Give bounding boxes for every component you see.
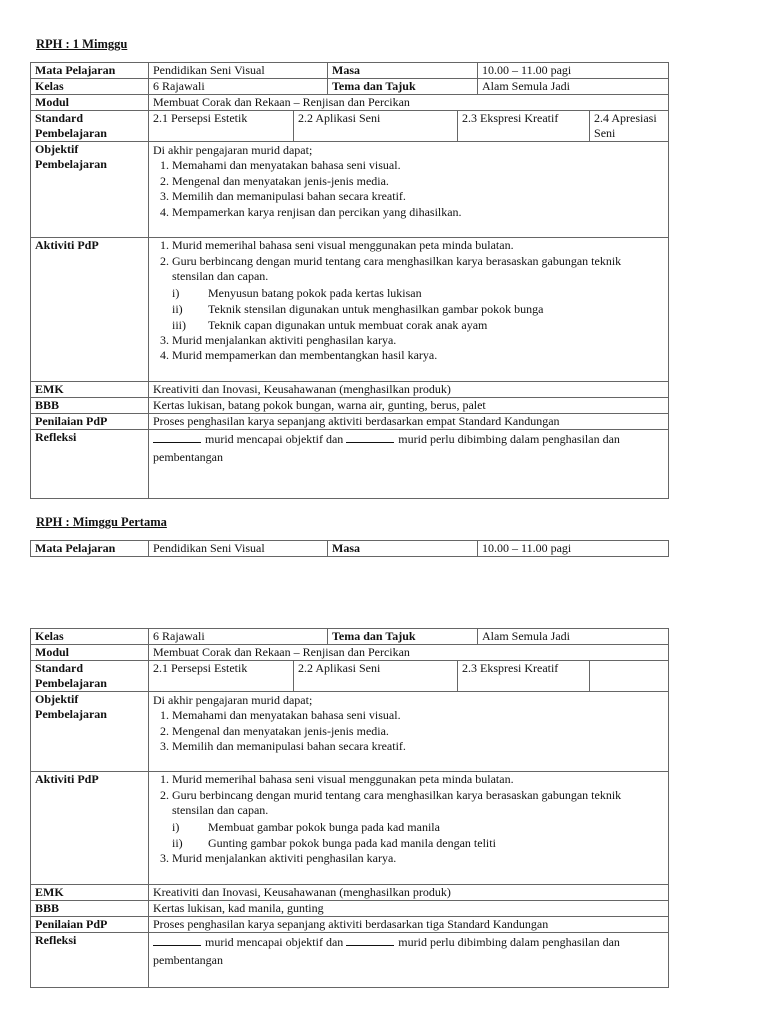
list-item: 2. Mengenal dan menyatakan jenis-jenis media. — [172, 724, 664, 740]
label-kelas: Kelas — [31, 79, 149, 95]
label-standard: Standard Pembelajaran — [31, 661, 149, 692]
sub-item-text: Gunting gambar pokok bunga pada kad manila dengan teliti — [208, 835, 496, 850]
blank-line — [153, 432, 201, 443]
standard-cell: 2.1 Persepsi Estetik — [149, 111, 294, 142]
value-tema: Alam Semula Jadi — [478, 629, 669, 645]
aktiviti-cell — [149, 772, 669, 885]
aktiviti-list — [153, 238, 664, 364]
value-bbb: Kertas lukisan, kad manila, gunting — [149, 901, 669, 917]
refleksi-text-b: murid perlu dibimbing dalam penghasilan dan pembentangan — [153, 432, 620, 464]
sub-item — [172, 819, 664, 835]
list-item — [172, 254, 664, 333]
sub-item-num: ii) — [172, 301, 183, 316]
objektif-list — [153, 158, 664, 220]
plan1-table — [30, 62, 669, 499]
value-tema: Alam Semula Jadi — [478, 79, 669, 95]
label-refleksi: Refleksi — [31, 430, 149, 499]
objektif-intro: Di akhir pengajaran murid dapat; — [153, 143, 313, 157]
value-emk: Kreativiti dan Inovasi, Keusahawanan (menghasilkan produk) — [149, 382, 669, 398]
standard-cell — [590, 661, 669, 692]
label-aktiviti: Aktiviti PdP — [31, 238, 149, 382]
label-modul: Modul — [31, 95, 149, 111]
sub-item-num: i) — [172, 819, 180, 834]
plan2-title: RPH : Mimggu Pertama — [36, 515, 167, 529]
label-tema: Tema dan Tajuk — [328, 79, 478, 95]
value-bbb: Kertas lukisan, batang pokok bungan, warna air, gunting, berus, palet — [149, 398, 669, 414]
list-item: 4. Murid mempamerkan dan membentangkan hasil karya. — [172, 348, 664, 364]
value-mata-pelajaran: Pendidikan Seni Visual — [149, 63, 328, 79]
label-penilaian: Penilaian PdP — [31, 414, 149, 430]
list-item: 4. Mempamerkan karya renjisan dan percikan yang dihasilkan. — [172, 205, 664, 221]
refleksi-text-a: murid mencapai objektif dan — [205, 935, 344, 949]
list-item: 1. Murid memerihal bahasa seni visual menggunakan peta minda bulatan. — [172, 772, 664, 788]
list-item — [172, 788, 664, 851]
plan2-header-table — [30, 540, 669, 557]
aktiviti-list — [153, 772, 664, 866]
plan1-title: RPH : 1 Mimggu — [36, 37, 128, 51]
label-emk: EMK — [31, 885, 149, 901]
list-item-text: Guru berbincang dengan murid tentang cara menghasilkan karya berasaskan gabungan teknik stensilan dan capan. — [172, 253, 622, 283]
standard-cell: 2.4 Apresiasi Seni — [590, 111, 669, 142]
sub-item-text: Teknik capan digunakan untuk membuat corak anak ayam — [208, 317, 488, 332]
sub-list — [172, 285, 664, 333]
list-item: 3. Murid menjalankan aktiviti penghasilan karya. — [172, 851, 664, 867]
objektif-cell — [149, 692, 669, 772]
list-item: 1. Murid memerihal bahasa seni visual menggunakan peta minda bulatan. — [172, 238, 664, 254]
objektif-intro: Di akhir pengajaran murid dapat; — [153, 693, 313, 707]
standard-cell: 2.3 Ekspresi Kreatif — [458, 661, 590, 692]
label-bbb: BBB — [31, 901, 149, 917]
list-item: 3. Memilih dan memanipulasi bahan secara kreatif. — [172, 189, 664, 205]
label-penilaian: Penilaian PdP — [31, 917, 149, 933]
sub-item — [172, 301, 664, 317]
sub-item-text: Teknik stensilan digunakan untuk menghasilkan gambar pokok bunga — [208, 301, 544, 316]
sub-item — [172, 317, 664, 333]
value-mata-pelajaran: Pendidikan Seni Visual — [149, 541, 328, 557]
sub-item-num: ii) — [172, 835, 183, 850]
refleksi-cell — [149, 933, 669, 988]
label-bbb: BBB — [31, 398, 149, 414]
standard-cell: 2.2 Aplikasi Seni — [294, 661, 458, 692]
sub-item-num: iii) — [172, 317, 186, 332]
refleksi-text-b: murid perlu dibimbing dalam penghasilan dan pembentangan — [153, 935, 620, 967]
value-kelas: 6 Rajawali — [149, 629, 328, 645]
label-modul: Modul — [31, 645, 149, 661]
label-mata-pelajaran: Mata Pelajaran — [31, 541, 149, 557]
refleksi-cell — [149, 430, 669, 499]
plan2-table — [30, 628, 669, 988]
value-penilaian: Proses penghasilan karya sepanjang aktiviti berdasarkan tiga Standard Kandungan — [149, 917, 669, 933]
standard-cell: 2.1 Persepsi Estetik — [149, 661, 294, 692]
sub-item-num: i) — [172, 285, 180, 300]
value-modul: Membuat Corak dan Rekaan – Renjisan dan Percikan — [149, 95, 669, 111]
standard-cell: 2.2 Aplikasi Seni — [294, 111, 458, 142]
label-emk: EMK — [31, 382, 149, 398]
label-kelas: Kelas — [31, 629, 149, 645]
value-modul: Membuat Corak dan Rekaan – Renjisan dan Percikan — [149, 645, 669, 661]
sub-item — [172, 835, 664, 851]
label-aktiviti: Aktiviti PdP — [31, 772, 149, 885]
blank-line — [153, 935, 201, 946]
sub-list — [172, 819, 664, 851]
value-masa: 10.00 – 11.00 pagi — [478, 541, 669, 557]
list-item: 3. Murid menjalankan aktiviti penghasilan karya. — [172, 333, 664, 349]
objektif-list — [153, 708, 664, 755]
label-standard: Standard Pembelajaran — [31, 111, 149, 142]
list-item: 1. Memahami dan menyatakan bahasa seni visual. — [172, 158, 664, 174]
aktiviti-cell — [149, 238, 669, 382]
value-masa: 10.00 – 11.00 pagi — [478, 63, 669, 79]
list-item-text: Guru berbincang dengan murid tentang cara menghasilkan karya berasaskan gabungan teknik stensilan dan capan. — [172, 787, 622, 817]
list-item: 1. Memahami dan menyatakan bahasa seni visual. — [172, 708, 664, 724]
list-item: 3. Memilih dan memanipulasi bahan secara kreatif. — [172, 739, 664, 755]
list-item: 2. Mengenal dan menyatakan jenis-jenis media. — [172, 174, 664, 190]
sub-item-text: Membuat gambar pokok bunga pada kad manila — [208, 819, 440, 834]
standard-cell: 2.3 Ekspresi Kreatif — [458, 111, 590, 142]
blank-line — [346, 935, 394, 946]
label-masa: Masa — [328, 541, 478, 557]
label-refleksi: Refleksi — [31, 933, 149, 988]
label-masa: Masa — [328, 63, 478, 79]
label-tema: Tema dan Tajuk — [328, 629, 478, 645]
label-objektif: Objektif Pembelajaran — [31, 692, 149, 772]
objektif-cell — [149, 142, 669, 238]
sub-item-text: Menyusun batang pokok pada kertas lukisan — [208, 285, 422, 300]
value-kelas: 6 Rajawali — [149, 79, 328, 95]
label-mata-pelajaran: Mata Pelajaran — [31, 63, 149, 79]
refleksi-text-a: murid mencapai objektif dan — [205, 432, 344, 446]
sub-item — [172, 285, 664, 301]
value-penilaian: Proses penghasilan karya sepanjang aktiviti berdasarkan empat Standard Kandungan — [149, 414, 669, 430]
label-objektif: Objektif Pembelajaran — [31, 142, 149, 238]
blank-line — [346, 432, 394, 443]
value-emk: Kreativiti dan Inovasi, Keusahawanan (menghasilkan produk) — [149, 885, 669, 901]
